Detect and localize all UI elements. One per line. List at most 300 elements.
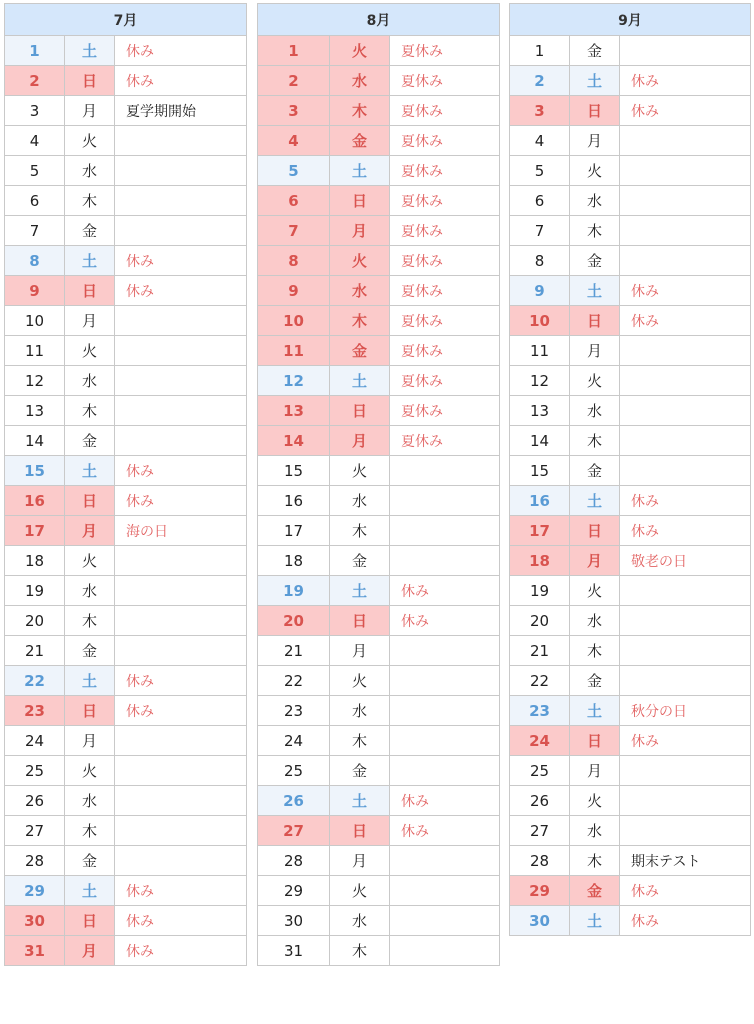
weekday: 木 [570,846,620,876]
weekday: 水 [570,816,620,846]
weekday: 日 [570,516,620,546]
day-number: 16 [258,486,330,516]
day-row [5,66,247,96]
day-row [510,456,751,486]
weekday: 日 [570,306,620,336]
day-row [510,546,751,576]
day-row [510,336,751,366]
day-note: 休み [115,456,247,486]
weekday: 月 [330,636,390,666]
day-number: 24 [258,726,330,756]
weekday: 水 [330,486,390,516]
weekday: 火 [330,876,390,906]
day-number: 18 [5,546,65,576]
day-note: 夏休み [390,336,500,366]
day-number: 23 [258,696,330,726]
weekday: 土 [330,786,390,816]
day-number: 9 [258,276,330,306]
day-number: 13 [510,396,570,426]
day-note: 休み [620,96,751,126]
day-row [258,96,500,126]
weekday: 月 [570,126,620,156]
day-number: 9 [510,276,570,306]
day-number: 29 [510,876,570,906]
day-number: 2 [5,66,65,96]
day-row [258,66,500,96]
weekday: 金 [65,216,115,246]
day-number: 25 [258,756,330,786]
weekday: 月 [570,756,620,786]
day-row [258,366,500,396]
day-number: 15 [5,456,65,486]
weekday: 日 [65,696,115,726]
day-number: 21 [258,636,330,666]
day-row [258,126,500,156]
day-note [115,156,247,186]
day-note [620,186,751,216]
day-number: 18 [258,546,330,576]
day-number: 22 [5,666,65,696]
day-number: 11 [5,336,65,366]
day-number: 9 [5,276,65,306]
day-row [258,456,500,486]
day-row [5,456,247,486]
weekday: 金 [330,756,390,786]
weekday: 水 [65,576,115,606]
day-row [5,396,247,426]
day-number: 1 [258,36,330,66]
day-note [115,546,247,576]
day-note: 夏休み [390,66,500,96]
weekday: 火 [65,756,115,786]
weekday: 火 [570,786,620,816]
day-row [5,726,247,756]
day-number: 3 [510,96,570,126]
day-number: 12 [510,366,570,396]
weekday: 日 [65,276,115,306]
day-number: 20 [510,606,570,636]
day-note [115,756,247,786]
weekday: 火 [330,36,390,66]
day-row [5,276,247,306]
weekday: 日 [330,606,390,636]
day-note [620,216,751,246]
day-number: 18 [510,546,570,576]
day-note [390,846,500,876]
day-note [390,876,500,906]
day-row [510,606,751,636]
weekday: 木 [330,936,390,966]
weekday: 金 [330,126,390,156]
weekday: 木 [65,606,115,636]
day-note: 休み [620,726,751,756]
day-note [115,306,247,336]
day-number: 31 [258,936,330,966]
calendar-september [509,3,750,936]
day-number: 1 [5,36,65,66]
day-row [5,426,247,456]
day-note [390,516,500,546]
day-number: 7 [5,216,65,246]
day-note: 休み [390,786,500,816]
day-row [5,756,247,786]
day-number: 4 [510,126,570,156]
weekday: 金 [570,36,620,66]
day-note: 休み [620,486,751,516]
day-number: 14 [258,426,330,456]
weekday: 月 [570,336,620,366]
weekday: 水 [65,786,115,816]
day-note: 休み [390,606,500,636]
day-number: 2 [258,66,330,96]
day-row [258,336,500,366]
weekday: 火 [330,456,390,486]
day-note: 休み [620,66,751,96]
weekday: 土 [65,246,115,276]
day-note [620,126,751,156]
weekday: 水 [570,186,620,216]
weekday: 月 [330,426,390,456]
day-number: 11 [510,336,570,366]
weekday: 土 [65,666,115,696]
day-row [510,396,751,426]
weekday: 火 [65,126,115,156]
day-row [510,696,751,726]
weekday: 水 [570,396,620,426]
day-note [115,606,247,636]
month-title: 7月 [5,4,247,36]
day-number: 6 [510,186,570,216]
weekday: 火 [570,156,620,186]
weekday: 木 [65,816,115,846]
weekday: 金 [65,636,115,666]
day-note [115,426,247,456]
day-row [5,186,247,216]
day-row [258,636,500,666]
day-row [258,936,500,966]
day-note: 夏学期開始 [115,96,247,126]
day-note [620,396,751,426]
day-row [510,216,751,246]
weekday: 火 [330,246,390,276]
day-number: 17 [5,516,65,546]
day-note: 夏休み [390,306,500,336]
day-row [258,36,500,66]
day-note [620,36,751,66]
weekday: 木 [330,306,390,336]
day-row [510,96,751,126]
weekday: 日 [330,186,390,216]
day-row [5,96,247,126]
day-number: 4 [258,126,330,156]
day-number: 26 [258,786,330,816]
day-number: 13 [5,396,65,426]
day-note: 夏休み [390,126,500,156]
day-number: 10 [5,306,65,336]
weekday: 日 [65,66,115,96]
weekday: 火 [65,546,115,576]
weekday: 月 [65,96,115,126]
weekday: 土 [65,456,115,486]
weekday: 土 [570,696,620,726]
day-number: 5 [510,156,570,186]
day-row [510,636,751,666]
day-row [5,786,247,816]
weekday: 木 [330,726,390,756]
day-note [115,846,247,876]
day-row [510,246,751,276]
day-number: 3 [258,96,330,126]
weekday: 水 [330,696,390,726]
day-row [5,156,247,186]
day-note [390,456,500,486]
weekday: 木 [65,396,115,426]
day-number: 8 [510,246,570,276]
day-number: 7 [258,216,330,246]
weekday: 金 [570,666,620,696]
day-row [258,576,500,606]
day-row [258,906,500,936]
day-row [5,816,247,846]
day-row [5,606,247,636]
month-table [509,3,751,936]
day-number: 7 [510,216,570,246]
day-note [115,396,247,426]
day-note: 休み [115,666,247,696]
weekday: 水 [330,906,390,936]
day-note: 休み [620,516,751,546]
weekday: 水 [330,276,390,306]
day-row [258,246,500,276]
day-number: 3 [5,96,65,126]
calendar-august [257,3,499,966]
month-table [4,3,247,966]
weekday: 木 [570,636,620,666]
day-number: 28 [258,846,330,876]
day-number: 29 [5,876,65,906]
weekday: 日 [570,96,620,126]
day-number: 21 [5,636,65,666]
day-note [620,786,751,816]
day-row [5,126,247,156]
day-row [510,186,751,216]
day-note: 休み [115,936,247,966]
day-row [510,306,751,336]
day-row [5,336,247,366]
day-note: 夏休み [390,216,500,246]
day-number: 8 [5,246,65,276]
day-row [510,276,751,306]
weekday: 土 [65,36,115,66]
weekday: 月 [65,936,115,966]
day-number: 19 [510,576,570,606]
day-number: 20 [5,606,65,636]
day-number: 17 [510,516,570,546]
day-note [620,456,751,486]
day-number: 8 [258,246,330,276]
weekday: 金 [330,336,390,366]
day-number: 5 [5,156,65,186]
day-note [620,816,751,846]
day-note [620,426,751,456]
weekday: 火 [570,366,620,396]
day-row [258,846,500,876]
weekday: 金 [65,426,115,456]
weekday: 土 [570,486,620,516]
day-row [258,186,500,216]
day-row [510,576,751,606]
day-note: 夏休み [390,36,500,66]
weekday: 金 [330,546,390,576]
day-note: 夏休み [390,366,500,396]
day-note [620,156,751,186]
day-row [258,306,500,336]
day-note [620,756,751,786]
weekday: 水 [570,606,620,636]
weekday: 木 [570,426,620,456]
day-number: 13 [258,396,330,426]
day-note [115,726,247,756]
day-note [390,756,500,786]
day-row [258,216,500,246]
day-number: 20 [258,606,330,636]
day-number: 22 [510,666,570,696]
day-note: 休み [115,906,247,936]
day-row [510,666,751,696]
day-number: 24 [510,726,570,756]
day-number: 12 [258,366,330,396]
day-note [115,366,247,396]
day-number: 14 [5,426,65,456]
weekday: 土 [570,66,620,96]
day-number: 11 [258,336,330,366]
day-number: 5 [258,156,330,186]
day-number: 22 [258,666,330,696]
day-row [510,366,751,396]
day-note: 夏休み [390,396,500,426]
weekday: 土 [330,156,390,186]
day-row [258,516,500,546]
weekday: 金 [570,876,620,906]
day-number: 25 [5,756,65,786]
day-row [5,546,247,576]
day-row [5,666,247,696]
day-note [390,906,500,936]
day-number: 31 [5,936,65,966]
month-title: 9月 [510,4,751,36]
day-row [258,546,500,576]
weekday: 日 [65,906,115,936]
day-note: 夏休み [390,156,500,186]
day-note: 夏休み [390,246,500,276]
day-note [620,336,751,366]
day-note: 休み [390,816,500,846]
weekday: 日 [330,816,390,846]
day-row [5,576,247,606]
day-number: 15 [510,456,570,486]
day-number: 30 [510,906,570,936]
day-row [510,786,751,816]
day-row [258,156,500,186]
day-number: 16 [510,486,570,516]
day-note: 休み [620,906,751,936]
day-row [510,66,751,96]
weekday: 土 [330,366,390,396]
day-number: 21 [510,636,570,666]
weekday: 月 [65,516,115,546]
day-note [115,816,247,846]
day-number: 27 [5,816,65,846]
weekday: 日 [570,726,620,756]
weekday: 日 [65,486,115,516]
day-row [258,276,500,306]
day-number: 28 [510,846,570,876]
day-row [5,636,247,666]
weekday: 火 [330,666,390,696]
day-note [390,636,500,666]
day-number: 4 [5,126,65,156]
day-number: 26 [510,786,570,816]
day-row [258,486,500,516]
day-number: 27 [258,816,330,846]
day-note: 夏休み [390,96,500,126]
day-number: 17 [258,516,330,546]
day-row [258,426,500,456]
weekday: 金 [570,456,620,486]
day-note: 休み [115,876,247,906]
day-row [258,606,500,636]
weekday: 火 [570,576,620,606]
day-note: 夏休み [390,426,500,456]
day-note [620,666,751,696]
day-number: 30 [258,906,330,936]
day-note: 敬老の日 [620,546,751,576]
day-note: 夏休み [390,276,500,306]
weekday: 木 [330,516,390,546]
weekday: 火 [65,336,115,366]
day-number: 25 [510,756,570,786]
day-note [115,216,247,246]
day-row [5,486,247,516]
day-note: 休み [620,876,751,906]
day-note: 休み [620,306,751,336]
day-note: 休み [115,66,247,96]
day-note [115,126,247,156]
day-note: 休み [115,696,247,726]
day-row [510,516,751,546]
day-row [5,876,247,906]
day-row [5,696,247,726]
day-number: 23 [510,696,570,726]
day-row [510,726,751,756]
day-note [390,696,500,726]
day-number: 19 [258,576,330,606]
day-note [620,366,751,396]
day-row [258,666,500,696]
day-number: 23 [5,696,65,726]
day-number: 16 [5,486,65,516]
day-row [510,156,751,186]
day-number: 30 [5,906,65,936]
day-note: 期末テスト [620,846,751,876]
day-row [510,876,751,906]
weekday: 金 [570,246,620,276]
day-note [390,486,500,516]
day-note [115,336,247,366]
day-note [620,246,751,276]
weekday: 月 [65,726,115,756]
day-number: 24 [5,726,65,756]
